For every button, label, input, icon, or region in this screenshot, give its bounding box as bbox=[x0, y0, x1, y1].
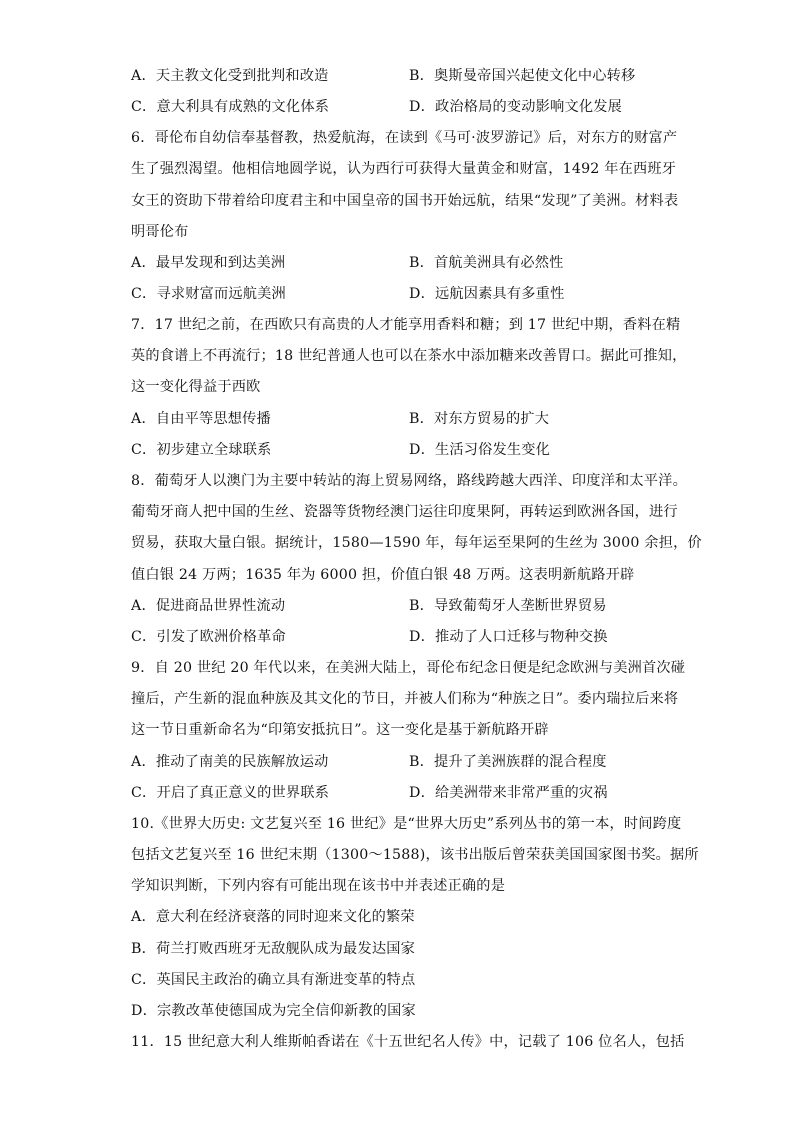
q9-option-c: C．开启了真正意义的世界联系 bbox=[131, 785, 330, 801]
q7-option-d: D．生活习俗发生变化 bbox=[409, 442, 551, 458]
q6-stem-line-1: 6．哥伦布自幼信奉基督教，热爱航海，在读到《马可·波罗游记》后，对东方的财富产 bbox=[131, 130, 678, 146]
q9-option-d: D．给美洲带来非常严重的灾祸 bbox=[409, 785, 608, 801]
q5-option-c: C．意大利具有成熟的文化体系 bbox=[131, 99, 330, 115]
q10-stem-line-2: 包括文艺复兴至 16 世纪末期（1300～1588)，该书出版后曾荣获美国国家图书奖。据所 bbox=[131, 847, 699, 863]
q6-stem-line-2: 生了强烈渴望。他相信地圆学说，认为西行可获得大量黄金和财富，1492 年在西班牙 bbox=[131, 161, 677, 177]
q5-option-d: D．政治格局的变动影响文化发展 bbox=[409, 99, 623, 115]
q10-option-d: D．宗教改革使德国成为完全信仰新教的国家 bbox=[131, 1003, 416, 1019]
q8-option-d: D．推动了人口迁移与物种交换 bbox=[409, 629, 608, 645]
q8-option-a: A．促进商品世界性流动 bbox=[131, 598, 286, 614]
q6-option-c: C．寻求财富而远航美洲 bbox=[131, 286, 286, 302]
q8-option-c: C．引发了欧洲价格革命 bbox=[131, 629, 286, 645]
q10-option-a: A．意大利在经济衰落的同时迎来文化的繁荣 bbox=[131, 909, 415, 925]
q9-option-a: A．推动了南美的民族解放运动 bbox=[131, 754, 329, 770]
q8-stem-line-3: 贸易，获取大量白银。据统计，1580—1590 年，每年运至果阿的生丝为 3000 余担，价 bbox=[131, 535, 702, 551]
q10-option-b: B．荷兰打败西班牙无敌舰队成为最发达国家 bbox=[131, 941, 415, 957]
q10-stem-line-3: 学知识判断，下列内容有可能出现在该书中并表述正确的是 bbox=[131, 878, 506, 894]
q8-stem-line-2: 葡萄牙商人把中国的生丝、瓷器等货物经澳门运往印度果阿，再转运到欧洲各国，进行 bbox=[131, 504, 678, 520]
q10-option-c: C．英国民主政治的确立具有渐进变革的特点 bbox=[131, 972, 416, 988]
q10-stem-line-1: 10.《世界大历史: 文艺复兴至 16 世纪》是“世界大历史”系列丛书的第一本，时间跨度 bbox=[131, 816, 682, 832]
q7-stem-line-3: 这一变化得益于西欧 bbox=[131, 379, 261, 395]
q5-option-b: B．奥斯曼帝国兴起使文化中心转移 bbox=[409, 68, 636, 84]
q6-option-a: A．最早发现和到达美洲 bbox=[131, 255, 286, 271]
q6-option-b: B．首航美洲具有必然性 bbox=[409, 255, 564, 271]
q6-stem-line-3: 女王的资助下带着给印度君主和中国皇帝的国书开始远航，结果“发现”了美洲。材料表 bbox=[131, 193, 679, 209]
q9-stem-line-2: 撞后，产生新的混血种族及其文化的节日，并被人们称为“种族之日”。委内瑞拉后来将 bbox=[131, 691, 679, 707]
q11-stem-line-1: 11．15 世纪意大利人维斯帕香诺在《十五世纪名人传》中，记载了 106 位名人，包括 bbox=[131, 1034, 685, 1050]
q7-stem-line-1: 7．17 世纪之前，在西欧只有高贵的人才能享用香料和糖；到 17 世纪中期，香料在精 bbox=[131, 317, 681, 333]
q8-stem-line-4: 值白银 24 万两；1635 年为 6000 担，价值白银 48 万两。这表明新航路开辟 bbox=[131, 567, 635, 583]
q7-stem-line-2: 英的食谱上不再流行；18 世纪普通人也可以在茶水中添加糖来改善胃口。据此可推知， bbox=[131, 348, 687, 364]
q8-stem-line-1: 8．葡萄牙人以澳门为主要中转站的海上贸易网络，路线跨越大西洋、印度洋和太平洋。 bbox=[131, 473, 687, 489]
q5-option-a: A．天主教文化受到批判和改造 bbox=[131, 68, 329, 84]
q8-option-b: B．导致葡萄牙人垄断世界贸易 bbox=[409, 598, 607, 614]
q9-stem-line-1: 9．自 20 世纪 20 年代以来，在美洲大陆上，哥伦布纪念日便是纪念欧洲与美洲首次碰 bbox=[131, 660, 686, 676]
q9-stem-line-3: 这一节日重新命名为“印第安抵抗日”。这一变化是基于新航路开辟 bbox=[131, 722, 549, 738]
q6-option-d: D．远航因素具有多重性 bbox=[409, 286, 565, 302]
q9-option-b: B．提升了美洲族群的混合程度 bbox=[409, 754, 607, 770]
q7-option-a: A．自由平等思想传播 bbox=[131, 411, 271, 427]
q7-option-b: B．对东方贸易的扩大 bbox=[409, 411, 550, 427]
q7-option-c: C．初步建立全球联系 bbox=[131, 442, 272, 458]
q6-stem-line-4: 明哥伦布 bbox=[131, 224, 189, 240]
